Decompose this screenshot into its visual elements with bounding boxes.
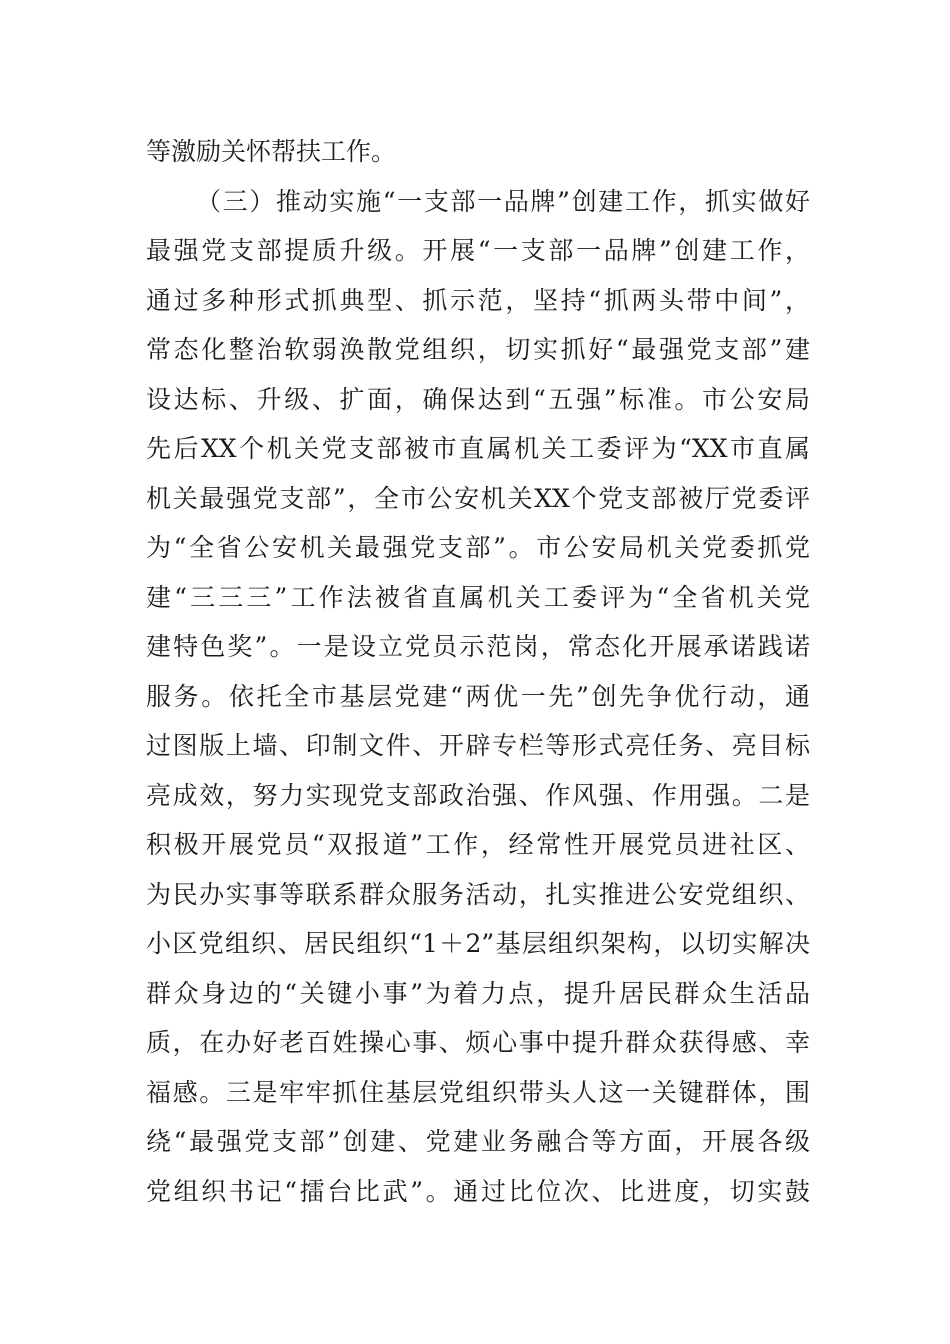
text-line: 建特色奖”。一是设立党员示范岗，常态化开展承诺践诺 [146, 632, 810, 661]
text-line: 过图版上墙、印制文件、开辟专栏等形式亮任务、亮目标 [146, 731, 810, 760]
text-line: 积极开展党员“双报道”工作，经常性开展党员进社区、 [146, 830, 810, 859]
text-line: 常态化整治软弱涣散党组织，切实抓好“最强党支部”建 [146, 335, 810, 364]
text-line: 最强党支部提质升级。开展“一支部一品牌”创建工作， [146, 236, 810, 265]
text-line: 群众身边的“关键小事”为着力点，提升居民群众生活品 [146, 978, 810, 1008]
text-line: 通过多种形式抓典型、抓示范，坚持“抓两头带中间”， [146, 285, 810, 315]
text-line: 绕“最强党支部”创建、党建业务融合等方面，开展各级 [146, 1127, 810, 1156]
text-line: 小区党组织、居民组织“1＋2”基层组织架构，以切实解决 [146, 929, 810, 958]
text-line: 党组织书记“擂台比武”。通过比位次、比进度，切实鼓 [146, 1176, 810, 1206]
text-line: 为民办实事等联系群众服务活动，扎实推进公安党组织、 [146, 879, 810, 909]
text-line: 为“全省公安机关最强党支部”。市公安局机关党委抓党 [146, 533, 810, 562]
text-line: 等激励关怀帮扶工作。 [146, 137, 397, 166]
body-text [146, 127, 810, 1216]
text-line: 服务。依托全市基层党建“两优一先”创先争优行动，通 [146, 681, 810, 711]
text-line: 机关最强党支部”，全市公安机关XX个党支部被厅党委评 [146, 483, 810, 513]
text-line: 设达标、升级、扩面，确保达到“五强”标准。市公安局 [146, 384, 810, 414]
text-line: 质，在办好老百姓操心事、烦心事中提升群众获得感、幸 [146, 1028, 810, 1057]
text-line: 先后XX个机关党支部被市直属机关工委评为“XX市直属 [146, 434, 810, 463]
text-line: 亮成效，努力实现党支部政治强、作风强、作用强。二是 [146, 780, 810, 810]
text-line: （三）推动实施“一支部一品牌”创建工作，抓实做好 [196, 186, 810, 216]
text-line: 建“三三三”工作法被省直属机关工委评为“全省机关党 [146, 582, 810, 612]
text-line: 福感。三是牢牢抓住基层党组织带头人这一关键群体，围 [146, 1077, 810, 1107]
